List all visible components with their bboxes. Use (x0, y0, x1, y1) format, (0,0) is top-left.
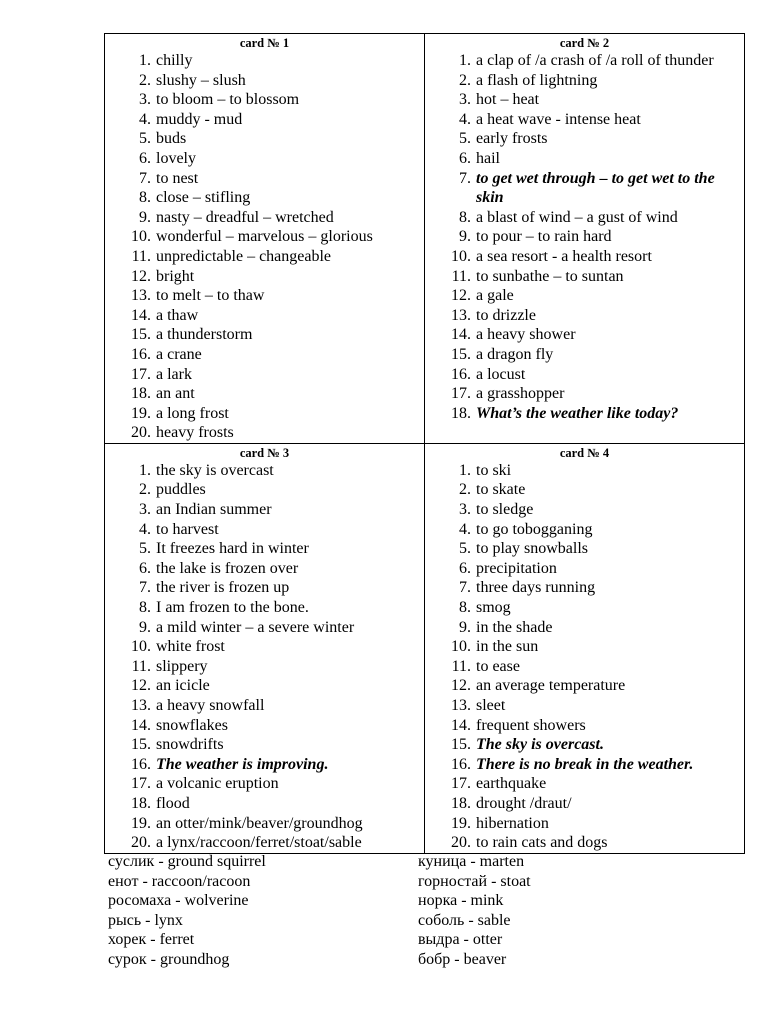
glossary-entry: бобр - beaver (418, 950, 507, 968)
item-text: a dragon fly (476, 345, 554, 363)
item-number: 12. (451, 677, 471, 695)
item-number: 14. (131, 716, 151, 734)
item-text: in the sun (476, 638, 539, 656)
item-number: 14. (451, 716, 471, 734)
item-number: 12. (131, 677, 151, 695)
item-text: a volcanic eruption (156, 775, 279, 793)
item-text: a heavy shower (476, 326, 576, 344)
item-number: 8. (139, 189, 151, 207)
list-item (109, 188, 420, 208)
card-2 (425, 34, 745, 444)
list-item (109, 814, 420, 834)
item-text: snowflakes (156, 716, 228, 734)
glossary-entry: норка - mink (418, 892, 504, 910)
item-text: a thaw (156, 306, 199, 324)
card-items (429, 461, 740, 853)
glossary-entry: енот - raccoon/racoon (108, 872, 251, 890)
item-number: 2. (459, 481, 471, 499)
item-number: 8. (459, 208, 471, 226)
list-item (429, 90, 740, 110)
list-item (109, 833, 420, 853)
item-text: white frost (156, 638, 225, 656)
list-item (429, 598, 740, 618)
list-item (109, 129, 420, 149)
item-text: a sea resort - a health resort (476, 247, 652, 265)
item-number: 5. (139, 540, 151, 558)
list-item (429, 716, 740, 736)
list-item (109, 325, 420, 345)
glossary-entry: хорек - ferret (108, 931, 195, 949)
item-text: to play snowballs (476, 540, 588, 558)
glossary-entry: росомаха - wolverine (108, 892, 249, 910)
item-text: a thunderstorm (156, 326, 253, 344)
list-item (429, 559, 740, 579)
list-item (429, 833, 740, 853)
glossary-entry: выдра - otter (418, 931, 503, 949)
list-item (429, 794, 740, 814)
item-text: to rain cats and dogs (476, 834, 608, 852)
item-number: 13. (451, 306, 471, 324)
item-number: 6. (459, 149, 471, 167)
item-number: 4. (459, 520, 471, 538)
list-item (109, 774, 420, 794)
glossary-entry: куница - marten (418, 853, 525, 870)
item-text: bright (156, 267, 195, 285)
item-number: 5. (459, 130, 471, 148)
item-number: 9. (459, 618, 471, 636)
item-number: 4. (139, 110, 151, 128)
item-text: buds (156, 130, 187, 148)
item-number: 15. (131, 326, 151, 344)
item-number: 17. (131, 775, 151, 793)
item-text: a flash of lightning (476, 71, 598, 89)
item-text: I am frozen to the bone. (156, 599, 309, 617)
item-number: 6. (139, 149, 151, 167)
item-number: 1. (139, 461, 151, 479)
item-text: to ease (476, 657, 520, 675)
item-text: the lake is frozen over (156, 559, 299, 577)
list-item (429, 676, 740, 696)
item-number: 10. (451, 247, 471, 265)
list-item (429, 345, 740, 365)
card-title: card № 4 (559, 445, 610, 460)
item-text: an Indian summer (156, 501, 272, 519)
item-number: 2. (139, 71, 151, 89)
list-item (429, 267, 740, 287)
item-text: to skate (476, 481, 526, 499)
list-item (429, 286, 740, 306)
list-item (429, 539, 740, 559)
list-item (109, 676, 420, 696)
item-number: 8. (139, 599, 151, 617)
item-text: It freezes hard in winter (156, 540, 309, 558)
item-number: 2. (139, 481, 151, 499)
list-item (109, 461, 420, 481)
item-text: The sky is overcast. (476, 736, 604, 754)
item-number: 15. (131, 736, 151, 754)
item-number: 20. (131, 834, 151, 852)
item-number: 19. (131, 814, 151, 832)
item-number: 18. (451, 404, 471, 422)
item-number: 10. (451, 638, 471, 656)
list-item (429, 404, 740, 424)
item-number: 5. (459, 540, 471, 558)
list-item (429, 520, 740, 540)
item-number: 6. (459, 559, 471, 577)
glossary-left-column (108, 852, 418, 970)
item-text: a heavy snowfall (156, 697, 265, 714)
item-text: to get wet through – to get wet to the skin (476, 169, 715, 207)
list-item (429, 657, 740, 677)
item-number: 11. (131, 657, 151, 675)
item-text: smog (476, 599, 511, 617)
list-item (109, 539, 420, 559)
item-number: 16. (451, 755, 471, 773)
list-item (109, 71, 420, 91)
list-item (109, 306, 420, 326)
list-item (109, 247, 420, 267)
glossary-entry: рысь - lynx (108, 911, 183, 929)
item-text: puddles (156, 481, 206, 499)
item-number: 17. (131, 365, 151, 383)
glossary-entry: горностай - stoat (418, 872, 531, 890)
item-number: 10. (131, 228, 151, 246)
list-item (109, 110, 420, 130)
list-item (429, 500, 740, 520)
list-item (109, 500, 420, 520)
item-text: a clap of /a crash of /a roll of thunder (476, 52, 714, 69)
item-number: 16. (131, 345, 151, 363)
item-number: 11. (131, 247, 151, 265)
item-number: 1. (459, 461, 471, 479)
item-number: 7. (139, 169, 151, 187)
list-item (109, 404, 420, 424)
item-number: 9. (459, 228, 471, 246)
item-number: 9. (139, 618, 151, 636)
item-text: to ski (476, 461, 512, 479)
item-number: 3. (459, 91, 471, 109)
list-item (429, 384, 740, 404)
list-item (429, 169, 740, 208)
card-items (429, 51, 740, 423)
list-item (429, 461, 740, 481)
list-item (109, 365, 420, 385)
item-text: There is no break in the weather. (476, 755, 694, 773)
item-text: hibernation (476, 814, 549, 832)
item-text: frequent showers (476, 716, 586, 734)
list-item (109, 735, 420, 755)
list-item (109, 637, 420, 657)
item-text: a long frost (156, 404, 229, 422)
list-item (429, 814, 740, 834)
card-items (109, 461, 420, 853)
item-number: 1. (139, 52, 151, 69)
item-text: an average temperature (476, 677, 626, 695)
item-text: lovely (156, 149, 196, 167)
list-item (429, 247, 740, 267)
glossary-entry: суслик - ground squirrel (108, 853, 266, 870)
list-item (109, 149, 420, 169)
item-text: to pour – to rain hard (476, 228, 612, 246)
item-text: an otter/mink/beaver/groundhog (156, 814, 363, 832)
item-number: 7. (459, 579, 471, 597)
list-item (109, 578, 420, 598)
item-number: 2. (459, 71, 471, 89)
glossary-entry: соболь - sable (418, 911, 511, 929)
card-title: card № 2 (559, 36, 610, 50)
item-text: a gale (476, 287, 514, 305)
item-text: slushy – slush (156, 71, 246, 89)
list-item (429, 618, 740, 638)
item-text: sleet (476, 697, 506, 714)
item-text: a heat wave - intense heat (476, 110, 641, 128)
item-number: 14. (451, 326, 471, 344)
list-item (109, 423, 420, 443)
list-item (109, 227, 420, 247)
list-item (429, 735, 740, 755)
item-number: 19. (131, 404, 151, 422)
item-text: a grasshopper (476, 385, 565, 403)
item-text: drought /draut/ (476, 794, 572, 812)
list-item (109, 598, 420, 618)
card-3 (105, 443, 425, 853)
vocabulary-cards-table (104, 33, 745, 854)
list-item (429, 306, 740, 326)
item-number: 5. (139, 130, 151, 148)
item-number: 18. (131, 385, 151, 403)
list-item (109, 345, 420, 365)
item-text: muddy - mud (156, 110, 243, 128)
item-text: nasty – dreadful – wretched (156, 208, 334, 226)
item-text: to harvest (156, 520, 219, 538)
glossary (108, 852, 728, 970)
item-text: a blast of wind – a gust of wind (476, 208, 678, 226)
list-item (109, 480, 420, 500)
list-item (109, 618, 420, 638)
item-number: 15. (451, 736, 471, 754)
item-number: 12. (131, 267, 151, 285)
list-item (429, 110, 740, 130)
list-item (109, 716, 420, 736)
list-item (429, 325, 740, 345)
glossary-right-column (418, 852, 728, 970)
item-number: 7. (459, 169, 471, 187)
item-number: 20. (451, 834, 471, 852)
item-text: earthquake (476, 775, 547, 793)
item-text: to bloom – to blossom (156, 91, 300, 109)
item-number: 16. (451, 365, 471, 383)
list-item (429, 755, 740, 775)
item-number: 13. (131, 287, 151, 305)
list-item (429, 129, 740, 149)
item-number: 18. (451, 794, 471, 812)
item-number: 16. (131, 755, 151, 773)
item-text: to melt – to thaw (156, 287, 265, 305)
list-item (429, 149, 740, 169)
item-text: a mild winter – a severe winter (156, 618, 355, 636)
item-text: heavy frosts (156, 424, 234, 442)
item-text: the river is frozen up (156, 579, 290, 597)
item-text: hot – heat (476, 91, 540, 109)
item-text: early frosts (476, 130, 548, 148)
item-number: 3. (139, 91, 151, 109)
item-text: to sledge (476, 501, 534, 519)
list-item (429, 696, 740, 716)
list-item (429, 637, 740, 657)
item-text: slippery (156, 657, 208, 675)
item-text: precipitation (476, 559, 557, 577)
item-text: to nest (156, 169, 199, 187)
item-number: 3. (139, 501, 151, 519)
item-text: a locust (476, 365, 526, 383)
item-number: 20. (131, 424, 151, 442)
card-title: card № 3 (239, 445, 290, 460)
list-item (109, 51, 420, 71)
item-text: to drizzle (476, 306, 536, 324)
list-item (429, 480, 740, 500)
item-text: The weather is improving. (156, 755, 329, 773)
item-text: three days running (476, 579, 596, 597)
list-item (429, 227, 740, 247)
card-items (109, 51, 420, 443)
list-item (109, 696, 420, 716)
item-text: to go tobogganing (476, 520, 593, 538)
list-item (429, 365, 740, 385)
item-text: chilly (156, 52, 193, 69)
item-number: 19. (451, 814, 471, 832)
item-text: snowdrifts (156, 736, 224, 754)
item-text: flood (156, 794, 190, 812)
item-number: 4. (459, 110, 471, 128)
item-text: wonderful – marvelous – glorious (156, 228, 373, 246)
item-number: 11. (451, 657, 471, 675)
item-text: in the shade (476, 618, 553, 636)
card-title: card № 1 (239, 36, 290, 50)
item-number: 3. (459, 501, 471, 519)
list-item (109, 169, 420, 189)
item-number: 9. (139, 208, 151, 226)
item-number: 18. (131, 794, 151, 812)
item-number: 13. (131, 697, 151, 714)
item-text: close – stifling (156, 189, 251, 207)
item-text: the sky is overcast (156, 461, 274, 479)
item-text: an icicle (156, 677, 210, 695)
glossary-entry: сурок - groundhog (108, 950, 230, 968)
list-item (429, 578, 740, 598)
item-number: 12. (451, 287, 471, 305)
list-item (109, 384, 420, 404)
list-item (429, 208, 740, 228)
item-number: 1. (459, 52, 471, 69)
item-text: a lark (156, 365, 192, 383)
list-item (429, 51, 740, 71)
item-text: a crane (156, 345, 202, 363)
item-text: What’s the weather like today? (476, 404, 679, 422)
item-text: to sunbathe – to suntan (476, 267, 624, 285)
card-1 (105, 34, 425, 444)
list-item (109, 520, 420, 540)
item-number: 17. (451, 775, 471, 793)
item-number: 7. (139, 579, 151, 597)
list-item (429, 774, 740, 794)
item-number: 11. (451, 267, 471, 285)
item-number: 10. (131, 638, 151, 656)
list-item (109, 267, 420, 287)
card-4 (425, 443, 745, 853)
item-text: a lynx/raccoon/ferret/stoat/sable (156, 834, 362, 852)
item-text: unpredictable – changeable (156, 247, 332, 265)
list-item (109, 559, 420, 579)
list-item (429, 71, 740, 91)
list-item (109, 208, 420, 228)
list-item (109, 286, 420, 306)
item-number: 8. (459, 599, 471, 617)
list-item (109, 794, 420, 814)
item-number: 15. (451, 345, 471, 363)
item-number: 14. (131, 306, 151, 324)
item-number: 6. (139, 559, 151, 577)
list-item (109, 657, 420, 677)
item-text: hail (476, 149, 500, 167)
item-number: 4. (139, 520, 151, 538)
item-text: an ant (156, 385, 195, 403)
list-item (109, 90, 420, 110)
item-number: 17. (451, 385, 471, 403)
list-item (109, 755, 420, 775)
item-number: 13. (451, 697, 471, 714)
